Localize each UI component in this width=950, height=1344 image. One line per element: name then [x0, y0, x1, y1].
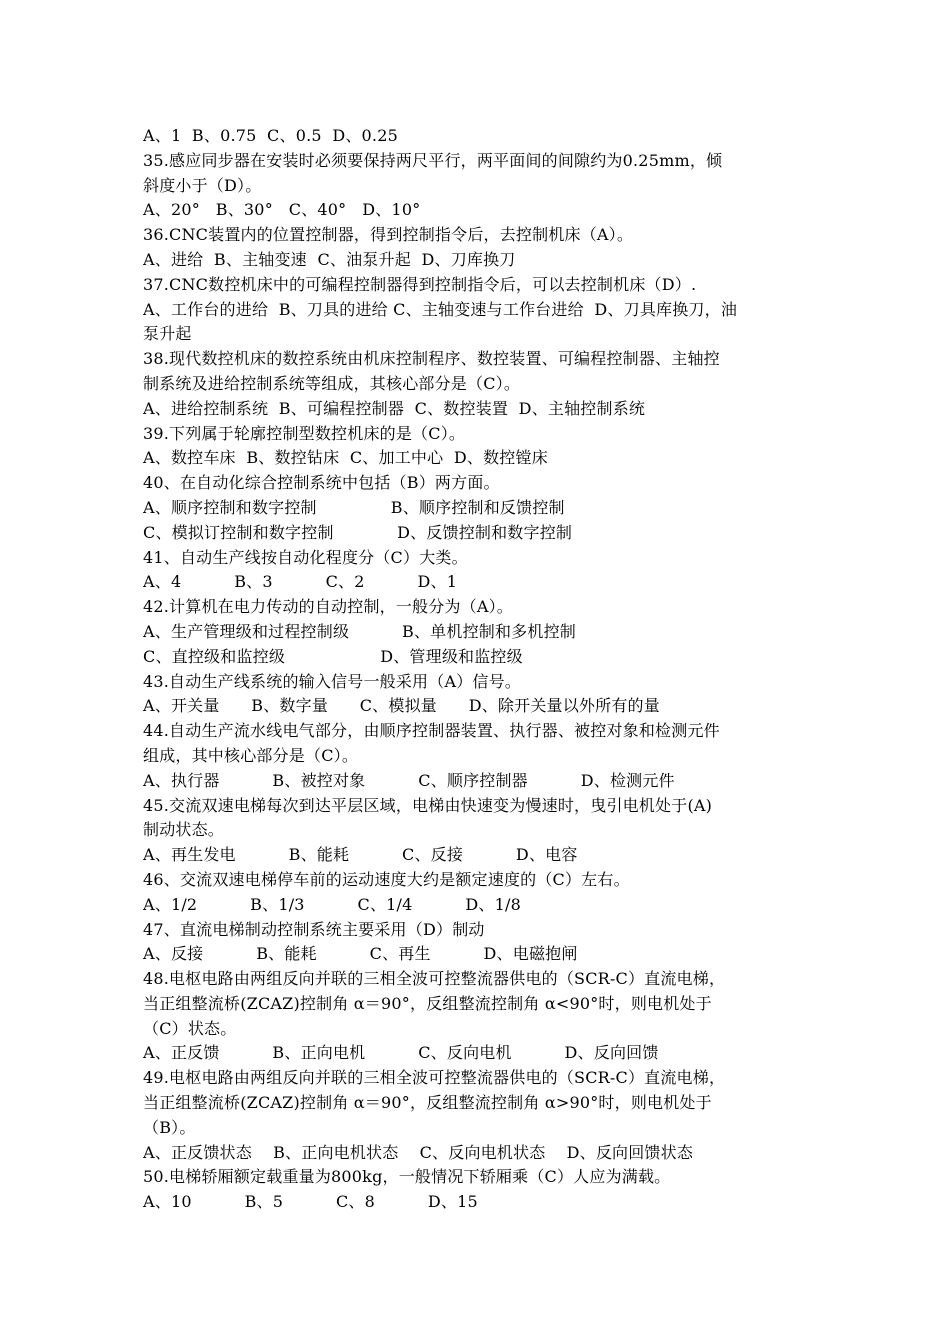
text-line: 制动状态。 [143, 820, 225, 840]
answer-options: A、数控车床 B、数控钻床 C、加工中心 D、数控镗床 [143, 448, 548, 468]
text-line: 当正组整流桥(ZCAZ)控制角 α＝90°，反组整流控制角 α>90°时，则电机处于 [143, 1093, 712, 1113]
text-line: 斜度小于（D）。 [143, 175, 262, 195]
text-line: A、1 B、0.75 C、0.5 D、0.25 [143, 126, 398, 145]
text-line: 泵升起 [143, 324, 192, 344]
answer-options: A、进给控制系统 B、可编程控制器 C、数控装置 D、主轴控制系统 [143, 398, 646, 418]
answer-options: A、20° B、30° C、40° D、10° [143, 200, 421, 220]
answer-options: A、1/2 B、1/3 C、1/4 D、1/8 [143, 894, 521, 914]
question-44: 44.自动生产流水线电气部分，由顺序控制器装置、执行器、被控对象和检测元件 [143, 721, 720, 741]
question-46: 46、交流双速电梯停车前的运动速度大约是额定速度的（C）左右。 [143, 869, 630, 889]
document-page [143, 124, 813, 1215]
question-36: 36.CNC装置内的位置控制器，得到控制指令后，去控制机床（A）。 [143, 225, 634, 245]
answer-options: A、4 B、3 C、2 D、1 [143, 572, 458, 592]
answer-options: A、正反馈状态 B、正向电机状态 C、反向电机状态 D、反向回馈状态 [143, 1142, 694, 1162]
question-35: 35.感应同步器在安装时必须要保持两尺平行，两平面间的间隙约为0.25mm，倾 [143, 150, 723, 170]
question-42: 42.计算机在电力传动的自动控制，一般分为（A）。 [143, 597, 514, 617]
question-37: 37.CNC数控机床中的可编程控制器得到控制指令后，可以去控制机床（D）. [143, 274, 697, 294]
answer-options: A、顺序控制和数字控制 B、顺序控制和反馈控制 [143, 497, 565, 517]
answer-options: A、生产管理级和过程控制级 B、单机控制和多机控制 [143, 621, 576, 641]
answer-options: A、执行器 B、被控对象 C、顺序控制器 D、检测元件 [143, 770, 675, 790]
text-line: 组成，其中核心部分是（C）。 [143, 745, 359, 765]
answer-options: A、再生发电 B、能耗 C、反接 D、电容 [143, 845, 578, 865]
question-41: 41、自动生产线按自动化程度分（C）大类。 [143, 547, 468, 567]
question-48: 48.电枢电路由两组反向并联的三相全波可控整流器供电的（SCR-C）直流电梯， [143, 969, 726, 989]
question-38: 38.现代数控机床的数控系统由机床控制程序、数控装置、可编程控制器、主轴控 [143, 349, 720, 369]
answer-options: A、开关量 B、数字量 C、模拟量 D、除开关量以外所有的量 [143, 696, 660, 716]
question-45: 45.交流双速电梯每次到达平层区域，电梯由快速变为慢速时，曳引电机处于(A) [143, 795, 713, 815]
text-line: （B）。 [143, 1117, 196, 1137]
question-39: 39.下列属于轮廓控制型数控机床的是（C）。 [143, 423, 466, 443]
text-line: （C）状态。 [143, 1018, 237, 1038]
question-43: 43.自动生产线系统的输入信号一般采用（A）信号。 [143, 671, 522, 691]
answer-options: A、10 B、5 C、8 D、15 [143, 1192, 478, 1212]
question-49: 49.电枢电路由两组反向并联的三相全波可控整流器供电的（SCR-C）直流电梯， [143, 1068, 726, 1088]
answer-options: A、正反馈 B、正向电机 C、反向电机 D、反向回馈 [143, 1043, 659, 1063]
question-47: 47、直流电梯制动控制系统主要采用（D）制动 [143, 919, 485, 939]
text-line: 制系统及进给控制系统等组成，其核心部分是（C）。 [143, 373, 521, 393]
answer-options: A、工作台的进给 B、刀具的进给 C、主轴变速与工作台进给 D、刀具库换刀，油 [143, 299, 738, 319]
question-40: 40、在自动化综合控制系统中包括（B）两方面。 [143, 473, 500, 493]
answer-options: C、直控级和监控级 D、管理级和监控级 [143, 646, 523, 666]
answer-options: A、进给 B、主轴变速 C、油泵升起 D、刀库换刀 [143, 249, 516, 269]
text-line: 当正组整流桥(ZCAZ)控制角 α＝90°，反组整流控制角 α<90°时，则电机处于 [143, 993, 712, 1013]
question-50: 50.电梯轿厢额定载重量为800kg，一般情况下轿厢乘（C）人应为满载。 [143, 1167, 671, 1187]
answer-options: A、反接 B、能耗 C、再生 D、电磁抱闸 [143, 944, 578, 964]
answer-options: C、模拟订控制和数字控制 D、反馈控制和数字控制 [143, 522, 573, 542]
